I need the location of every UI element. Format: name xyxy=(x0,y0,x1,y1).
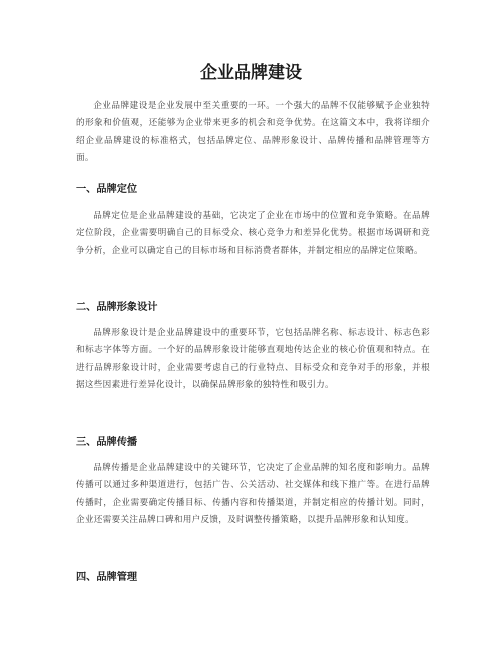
intro-paragraph: 企业品牌建设是企业发展中至关重要的一环。一个强大的品牌不仅能够赋予企业独特的形象和价值观，还能够为企业带来更多的机会和竞争优势。在这篇文本中，我将详细介绍企业品牌建设的标准格式，包括品牌定位、品牌形象设计、品牌传播和品牌管理等方面。 xyxy=(76,101,430,164)
section-body-image-design: 品牌形象设计是企业品牌建设中的重要环节，它包括品牌名称、标志设计、标志色彩和标志字体等方面。一个好的品牌形象设计能够直观地传达企业的核心价值观和特点。在进行品牌形象设计时，企业需要考虑自己的行业特点、目标受众和竞争对手的形象，并根据这些因素进行差异化设计，以确保品牌形象的独特性和吸引力。 xyxy=(76,328,430,391)
section-body-communication: 品牌传播是企业品牌建设中的关键环节，它决定了企业品牌的知名度和影响力。品牌传播可以通过多种渠道进行，包括广告、公关活动、社交媒体和线下推广等。在进行品牌传播时，企业需要确定传播目标、传播内容和传播渠道，并制定相应的传播计划。同时，企业还需要关注品牌口碑和用户反馈，及时调整传播策略，以提升品牌形象和认知度。 xyxy=(76,463,430,526)
section-heading-communication: 三、品牌传播 xyxy=(76,437,138,448)
document-title: 企业品牌建设 xyxy=(200,63,302,83)
section-heading-management: 四、品牌管理 xyxy=(76,572,138,583)
section-heading-positioning: 一、品牌定位 xyxy=(76,184,138,195)
section-body-positioning: 品牌定位是企业品牌建设的基础，它决定了企业在市场中的位置和竞争策略。在品牌定位阶段，企业需要明确自己的目标受众、核心竞争力和差异化优势。根据市场调研和竞争分析，企业可以确定自己的目标市场和目标消费者群体，并制定相应的品牌定位策略。 xyxy=(76,211,430,256)
section-heading-image-design: 二、品牌形象设计 xyxy=(76,302,158,313)
